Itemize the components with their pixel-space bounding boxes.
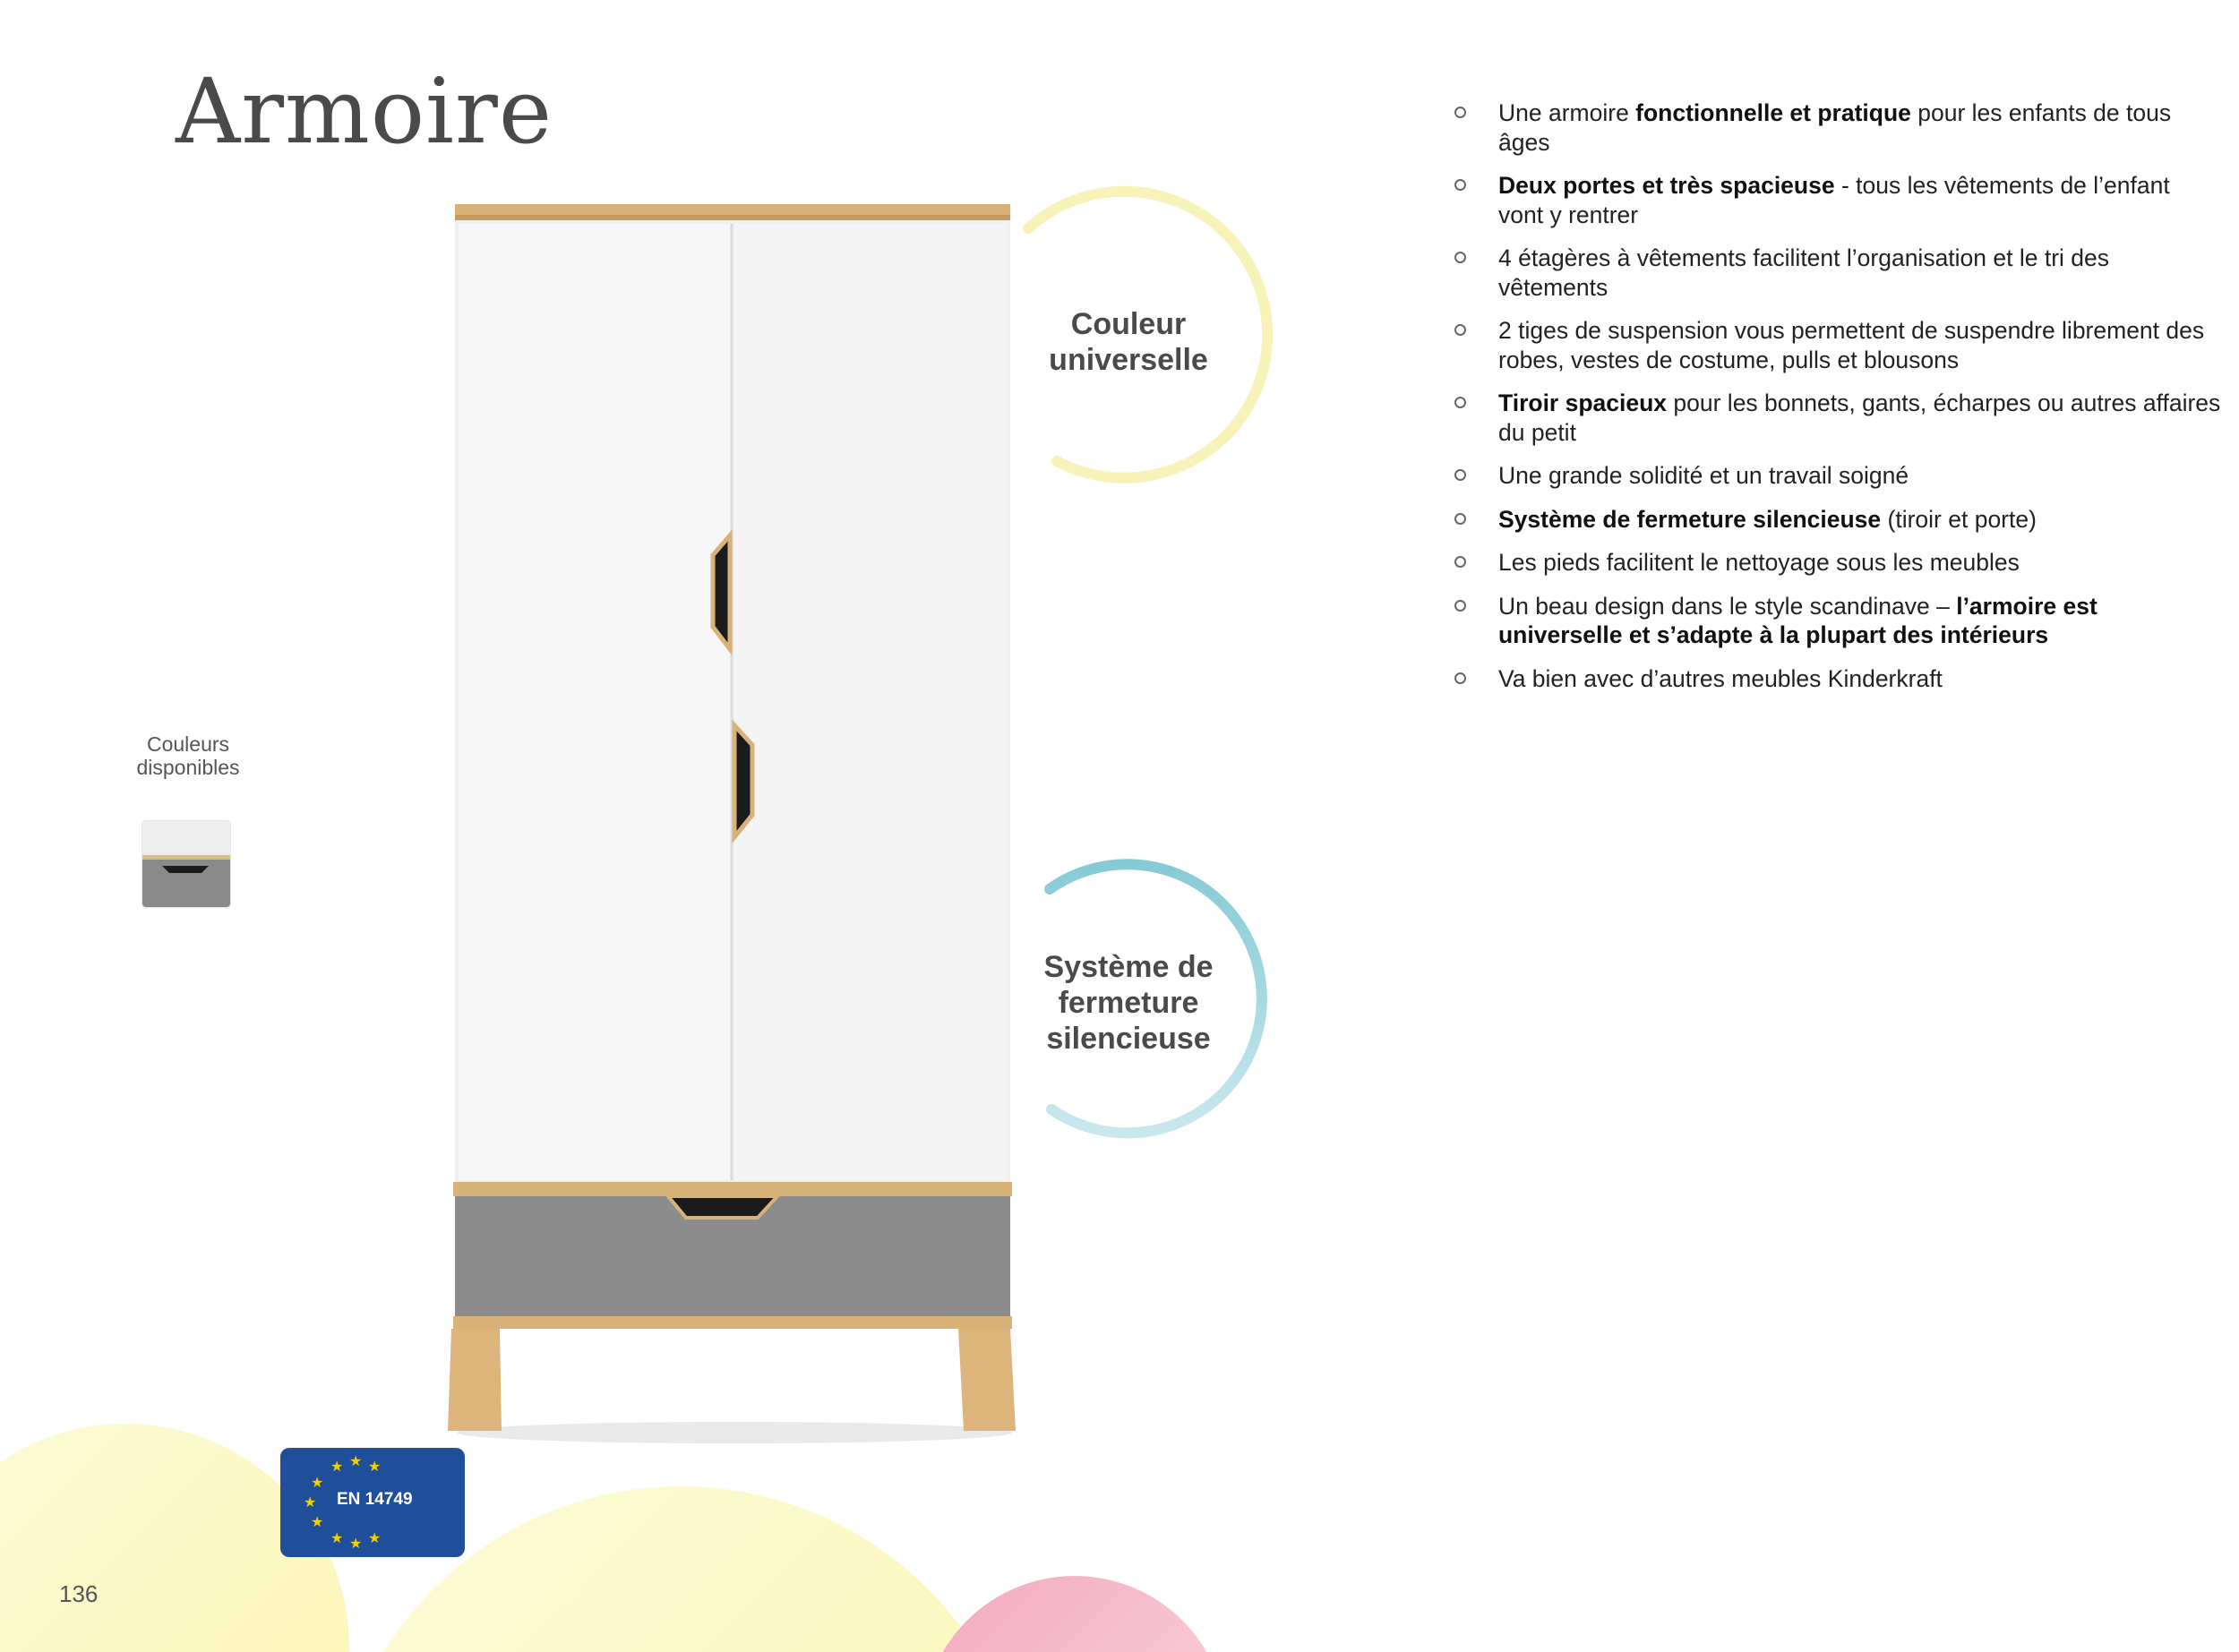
top-board-edge [455,215,1010,220]
left-door-handle [713,535,730,649]
callout-closing-label: Système de fermeture silencieuse [1043,950,1214,1056]
feature-text-bold: Système de fermeture silencieuse [1498,505,1882,533]
bottom-board [453,1316,1012,1329]
feature-item [1451,171,2221,229]
feature-text: 2 tiges de suspension vous permettent de suspendre librement des robes, vestes de costume, pulls et blousons [1498,317,2205,373]
feature-text: 4 étagères à vêtements facilitent l’organisation et le tri des vêtements [1498,244,2110,301]
feature-text: Va bien avec d’autres meubles Kinderkraft [1498,664,1943,692]
bullet-circle-icon [1454,513,1466,525]
left-door [459,224,730,1180]
bullet-circle-icon [1454,397,1466,408]
page-title: Armoire [176,59,553,164]
page-number: 136 [59,1580,99,1607]
feature-item [1451,664,2221,694]
feature-text: Une armoire [1498,99,1636,126]
svg-text:★: ★ [311,1474,324,1491]
svg-text:★: ★ [368,1458,382,1475]
feature-text: Les pieds facilitent le nettoyage sous les meubles [1498,549,2020,576]
left-leg [448,1329,502,1431]
bullet-circle-icon [1454,107,1466,118]
svg-text:★: ★ [349,1452,363,1469]
svg-text:★: ★ [330,1529,344,1546]
svg-text:★: ★ [349,1535,363,1552]
right-leg [958,1329,1016,1431]
bullet-circle-icon [1454,672,1466,684]
bullet-circle-icon [1454,469,1466,481]
bullet-circle-icon [1454,556,1466,568]
feature-item [1451,389,2221,447]
feature-text-bold: Tiroir spacieux [1498,389,1668,416]
feature-text-bold: l’armoire est universelle et s’adapte à la plupart des intérieurs [1498,592,2097,648]
feature-text: pour les enfants de tous âges [1498,99,2172,156]
bullet-circle-icon [1454,324,1466,336]
feature-text-bold: Deux portes et très spacieuse [1498,172,1835,199]
color-swatch-grey[interactable] [142,820,231,908]
feature-text-bold: fonctionnelle et pratique [1635,99,1911,126]
pink-blob [922,1576,1227,1652]
svg-text:★: ★ [368,1529,382,1546]
wardrobe-illustration [439,197,1048,1451]
bullet-circle-icon [1454,252,1466,263]
feature-text: (tiroir et porte) [1881,505,2037,533]
feature-text: - tous les vêtements de l’enfant vont y rentrer [1498,172,2170,228]
bullet-circle-icon [1454,179,1466,191]
svg-text:★: ★ [304,1494,317,1511]
svg-text:★: ★ [311,1513,324,1530]
floor-shadow [457,1422,1012,1443]
feature-item [1451,548,2221,578]
drawer-handle [668,1196,777,1218]
callout-color-label: Couleur universelle [1049,307,1208,377]
feature-list [1451,98,2221,707]
feature-item [1451,316,2221,374]
feature-item [1451,461,2221,491]
eu-standard-badge [280,1448,465,1557]
svg-text:★: ★ [330,1458,344,1475]
feature-text: Une grande solidité et un travail soigné [1498,462,1909,489]
right-door-handle [734,725,752,837]
feature-item [1451,244,2221,302]
bullet-circle-icon [1454,600,1466,612]
eu-standard-code: EN 14749 [337,1490,413,1509]
available-colors-label: Couleurs disponibles [136,732,240,779]
feature-item [1451,98,2221,157]
middle-board [453,1182,1012,1196]
feature-text: pour les bonnets, gants, écharpes ou autres affaires du petit [1498,389,2221,446]
feature-item [1451,592,2221,650]
feature-text: Un beau design dans le style scandinave – [1498,592,1957,620]
right-door [734,224,1007,1180]
feature-item [1451,505,2221,535]
